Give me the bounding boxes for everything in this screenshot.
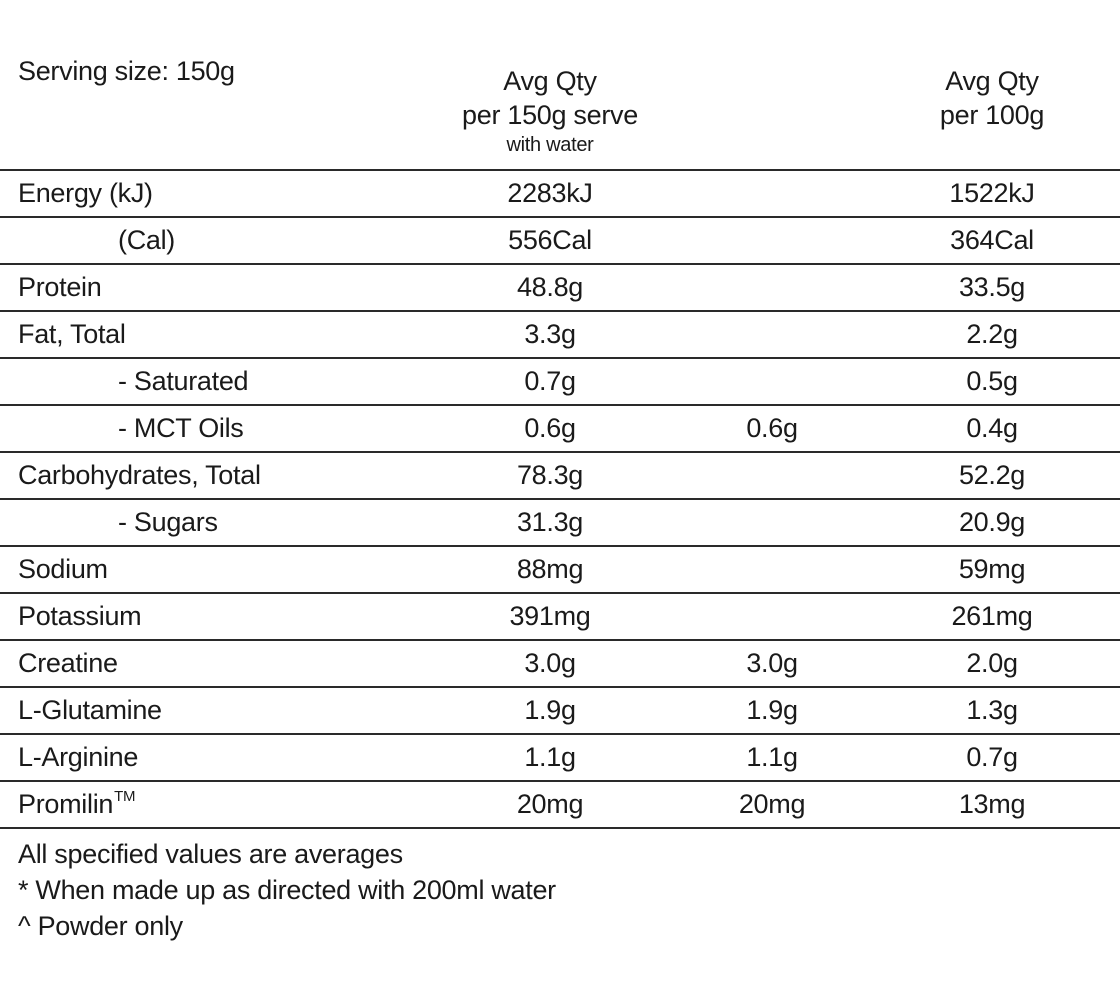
row-label: Creatine <box>18 648 118 678</box>
value-per-100g: 1.3g <box>966 695 1018 725</box>
trademark-superscript: TM <box>114 788 136 805</box>
table-row <box>0 498 1120 545</box>
value-per-100g: 59mg <box>958 554 1026 584</box>
column-header-per-serve-note: with water <box>506 134 594 156</box>
row-label: Sodium <box>18 554 108 584</box>
value-per-100g: 1522kJ <box>949 178 1035 208</box>
table-row <box>0 310 1120 357</box>
row-label: (Cal) <box>118 225 175 255</box>
value-per-serve: 48.8g <box>516 272 584 302</box>
value-per-serve: 78.3g <box>516 460 584 490</box>
value-per-100g: 2.2g <box>966 319 1018 349</box>
value-per-serve-powder: 0.6g <box>746 413 798 443</box>
row-label-text: Promilin <box>18 789 114 819</box>
value-per-serve: 2283kJ <box>507 178 593 208</box>
column-header-per-100g-line2: per 100g <box>939 100 1045 130</box>
table-row <box>0 216 1120 263</box>
table-row <box>0 780 1120 829</box>
column-header-per-100g-line1: Avg Qty <box>945 66 1039 96</box>
row-label: L-Arginine <box>18 742 139 772</box>
table-row <box>0 169 1120 216</box>
value-per-serve-powder <box>672 359 872 404</box>
column-header-per-serve <box>430 64 670 158</box>
value-per-serve-powder: 20mg <box>738 789 806 819</box>
table-row <box>0 357 1120 404</box>
value-per-100g: 0.5g <box>966 366 1018 396</box>
table-row <box>0 733 1120 780</box>
value-per-100g: 0.7g <box>966 742 1018 772</box>
value-per-serve-powder <box>672 500 872 545</box>
value-per-100g: 2.0g <box>966 648 1018 678</box>
column-header-per-100g <box>880 64 1104 132</box>
footnote-powder: ^ Powder only <box>18 911 183 941</box>
value-per-serve: 556Cal <box>508 225 592 255</box>
value-per-100g: 13mg <box>958 789 1026 819</box>
footnote-water: * When made up as directed with 200ml water <box>18 875 556 905</box>
column-header-per-serve-line2: per 150g serve <box>462 100 638 130</box>
serving-size-label: Serving size: 150g <box>18 56 235 86</box>
nutrition-table <box>0 169 1120 829</box>
value-per-serve: 31.3g <box>516 507 584 537</box>
table-row <box>0 639 1120 686</box>
value-per-serve: 1.1g <box>524 742 576 772</box>
value-per-100g: 20.9g <box>958 507 1026 537</box>
value-per-serve-powder <box>672 453 872 498</box>
row-label: - MCT Oils <box>118 413 244 443</box>
table-row <box>0 263 1120 310</box>
row-label: - Saturated <box>118 366 249 396</box>
value-per-serve-powder: 1.1g <box>746 742 798 772</box>
value-per-100g: 261mg <box>951 601 1033 631</box>
value-per-serve: 3.0g <box>524 648 576 678</box>
row-label: L-Glutamine <box>18 695 162 725</box>
value-per-100g: 52.2g <box>958 460 1026 490</box>
table-row <box>0 451 1120 498</box>
row-label: Protein <box>18 272 102 302</box>
table-row <box>0 545 1120 592</box>
value-per-100g: 33.5g <box>958 272 1026 302</box>
value-per-serve-powder <box>672 218 872 263</box>
value-per-serve-powder <box>672 594 872 639</box>
value-per-serve: 20mg <box>516 789 584 819</box>
row-label: Carbohydrates, Total <box>18 460 261 490</box>
table-row <box>0 686 1120 733</box>
row-label <box>18 782 135 827</box>
table-row <box>0 404 1120 451</box>
value-per-serve: 1.9g <box>524 695 576 725</box>
footnote-averages: All specified values are averages <box>18 839 403 869</box>
value-per-serve-powder <box>672 312 872 357</box>
row-label: Energy (kJ) <box>18 178 153 208</box>
value-per-serve-powder: 3.0g <box>746 648 798 678</box>
value-per-serve: 391mg <box>509 601 591 631</box>
value-per-serve-powder <box>672 265 872 310</box>
column-header-per-serve-line1: Avg Qty <box>503 66 597 96</box>
value-per-100g: 0.4g <box>966 413 1018 443</box>
row-label: Fat, Total <box>18 319 126 349</box>
value-per-serve-powder <box>672 171 872 216</box>
value-per-100g: 364Cal <box>950 225 1034 255</box>
value-per-serve: 0.6g <box>524 413 576 443</box>
table-row <box>0 592 1120 639</box>
value-per-serve-powder: 1.9g <box>746 695 798 725</box>
value-per-serve-powder <box>672 547 872 592</box>
value-per-serve: 88mg <box>516 554 584 584</box>
table-header <box>0 50 1120 170</box>
value-per-serve: 3.3g <box>524 319 576 349</box>
row-label: - Sugars <box>118 507 218 537</box>
row-label: Potassium <box>18 601 142 631</box>
footnotes <box>18 836 556 944</box>
value-per-serve: 0.7g <box>524 366 576 396</box>
